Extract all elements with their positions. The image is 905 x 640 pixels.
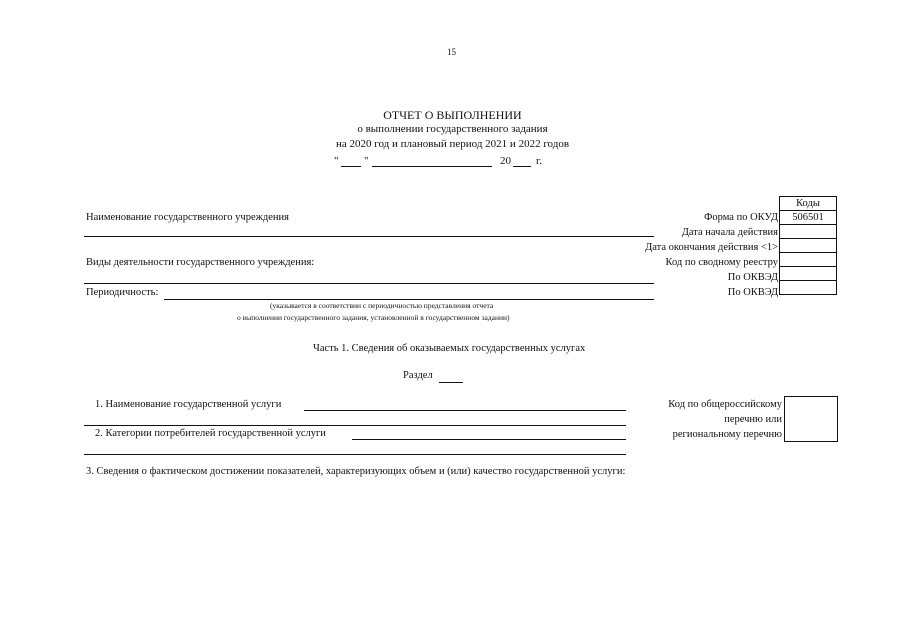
consumer-category-label: 2. Категории потребителей государственной услуги <box>95 428 326 439</box>
label-registry: Код по сводному реестру <box>665 257 778 268</box>
code-start-date[interactable] <box>780 225 837 239</box>
code-end-date[interactable] <box>780 239 837 253</box>
label-okud: Форма по ОКУД <box>704 212 778 223</box>
part-title: Часть 1. Сведения об оказываемых государственных услугах <box>313 343 586 354</box>
label-start-date: Дата начала действия <box>681 227 778 238</box>
code-okud[interactable]: 506501 <box>780 211 837 225</box>
label-end-date: Дата окончания действия <1> <box>645 242 778 253</box>
section-number-field[interactable] <box>439 382 463 383</box>
code-list-label-3: региональному перечню <box>672 429 782 440</box>
periodicity-label: Периодичность: <box>86 287 159 298</box>
service-name-field[interactable] <box>304 410 626 411</box>
report-period: на 2020 год и плановый период 2021 и 2022 годов <box>335 138 570 150</box>
code-okved-2[interactable] <box>780 281 837 295</box>
date-quote-open: " <box>334 155 339 167</box>
page-number: 15 <box>447 47 456 57</box>
service-name-label: 1. Наименование государственной услуги <box>95 399 282 410</box>
report-subtitle: о выполнении государственного задания <box>357 123 548 135</box>
periodicity-note-1: (указывается в соответствии с периодичностью представления отчета <box>270 301 494 310</box>
indicators-label: 3. Сведения о фактическом достижении показателей, характеризующих объем и (или) качество государственной услуги: <box>86 466 626 477</box>
date-month-field[interactable] <box>372 166 492 167</box>
report-title: ОТЧЕТ О ВЫПОЛНЕНИИ <box>383 108 522 122</box>
institution-name-label: Наименование государственного учреждения <box>86 212 289 223</box>
periodicity-field[interactable] <box>164 299 654 300</box>
code-list-label-2: перечню или <box>724 414 782 425</box>
activity-types-label: Виды деятельности государственного учреждения: <box>86 257 315 268</box>
date-quote-close: " <box>364 155 369 167</box>
date-day-field[interactable] <box>341 166 361 167</box>
institution-name-field[interactable] <box>84 236 654 237</box>
label-okved-2: По ОКВЭД <box>727 287 778 298</box>
codes-table <box>779 196 837 295</box>
service-code-box[interactable] <box>784 396 838 442</box>
consumer-category-field[interactable] <box>352 439 626 440</box>
date-year-prefix: 20 <box>500 155 511 167</box>
service-name-field-2[interactable] <box>84 425 626 426</box>
consumer-category-field-2[interactable] <box>84 454 626 455</box>
code-okved-1[interactable] <box>780 267 837 281</box>
section-label: Раздел <box>403 370 433 381</box>
date-year-field[interactable] <box>513 166 531 167</box>
code-list-label-1: Код по общероссийскому <box>668 399 782 410</box>
codes-header: Коды <box>780 197 837 211</box>
periodicity-note-2: о выполнении государственного задания, установленной в государственном задании) <box>237 313 510 322</box>
activity-types-field[interactable] <box>84 283 654 284</box>
code-registry[interactable] <box>780 253 837 267</box>
date-year-suffix: г. <box>536 155 543 167</box>
label-okved-1: По ОКВЭД <box>727 272 778 283</box>
